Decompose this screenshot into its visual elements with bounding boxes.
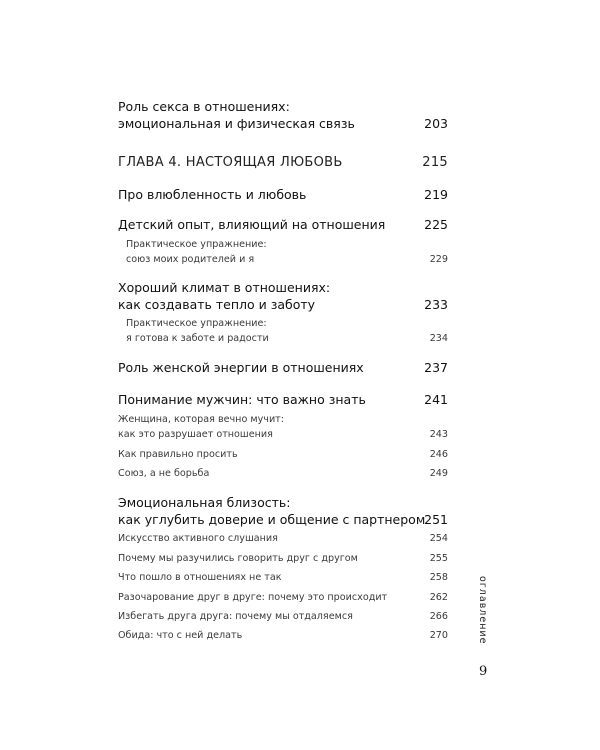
toc-entry-title-line: Что пошло в отношениях не так: [118, 572, 282, 583]
toc-entry-page: 241: [424, 392, 448, 407]
toc-entry-title-line: союз моих родителей и я: [126, 254, 255, 265]
toc-entry-title-line: Как правильно просить: [118, 449, 238, 460]
toc-entry-page: 229: [429, 254, 448, 265]
toc-entry-page: 258: [429, 572, 448, 583]
toc-subentry[interactable]: [118, 412, 448, 442]
toc-entry-page: 249: [429, 468, 448, 479]
toc-entry-title-line: Хороший климат в отношениях:: [118, 280, 331, 295]
toc-entry-page: 234: [429, 333, 448, 344]
toc-subentry[interactable]: [118, 609, 448, 624]
toc-entry-page: 255: [429, 553, 448, 564]
toc-entry-title-line: как создавать тепло и заботу: [118, 297, 316, 312]
toc-entry-title-line: Детский опыт, влияющий на отношения: [118, 217, 386, 232]
toc-subentry[interactable]: [118, 570, 448, 585]
toc-entry-page: 270: [429, 630, 448, 641]
toc-entry[interactable]: [118, 216, 448, 233]
toc-entry[interactable]: [118, 359, 448, 376]
toc-subentry[interactable]: [118, 551, 448, 566]
toc-entry-title-line: Роль женской энергии в отношениях: [118, 360, 364, 375]
toc-entry-title-line: Про влюбленность и любовь: [118, 187, 307, 202]
toc-subentry[interactable]: [118, 466, 448, 481]
toc-entry-title-line: Союз, а не борьба: [118, 468, 210, 479]
toc-subentry[interactable]: [118, 628, 448, 643]
toc-entry-title-line: ГЛАВА 4. НАСТОЯЩАЯ ЛЮБОВЬ: [118, 155, 343, 170]
toc-subentry[interactable]: [118, 590, 448, 605]
toc-entry-title-line: Понимание мужчин: что важно знать: [118, 392, 366, 407]
toc-entry-page: 262: [429, 592, 448, 603]
toc-entry-page: 237: [424, 360, 448, 375]
toc-entry-title-line: как это разрушает отношения: [118, 429, 273, 440]
toc-entry[interactable]: [118, 186, 448, 203]
toc-entry[interactable]: [118, 279, 448, 313]
toc-subentry[interactable]: [126, 237, 448, 267]
toc-entry-page: 225: [424, 217, 448, 232]
toc-entry-title-line: Женщина, которая вечно мучит:: [118, 414, 284, 425]
toc-entry-title-line: Избегать друга друга: почему мы отдаляемся: [118, 611, 353, 622]
toc-entry-page: 215: [422, 155, 448, 170]
toc-entry-page: 243: [429, 429, 448, 440]
toc-entry-title-line: Разочарование друг в друге: почему это происходит: [118, 592, 388, 603]
toc-entry-page: 233: [424, 297, 448, 312]
toc-chapter-heading[interactable]: [118, 155, 448, 170]
page-number: 9: [479, 664, 488, 679]
toc-subentry[interactable]: [118, 447, 448, 462]
toc-entry-page: 251: [424, 512, 448, 527]
toc-entry-page: 254: [429, 533, 448, 544]
toc-entry-page: 246: [429, 449, 448, 460]
toc-entry-page: 219: [424, 187, 448, 202]
toc-entry-title-line: эмоциональная и физическая связь: [118, 116, 355, 131]
toc-entry-title-line: Эмоциональная близость:: [118, 495, 291, 510]
toc-entry-title-line: Искусство активного слушания: [118, 533, 278, 544]
toc-entry[interactable]: [118, 391, 448, 408]
toc-entry[interactable]: [118, 494, 448, 528]
toc-entry-title-line: Практическое упражнение:: [126, 239, 267, 250]
toc-entry[interactable]: [118, 98, 448, 132]
toc-entry-title-line: Роль секса в отношениях:: [118, 99, 290, 114]
toc-entry-title-line: как углубить доверие и общение с партнером: [118, 512, 426, 527]
toc-subentry[interactable]: [126, 316, 448, 346]
toc-entry-title-line: Почему мы разучились говорить друг с другом: [118, 553, 358, 564]
toc-entry-title-line: Обида: что с ней делать: [118, 630, 243, 641]
toc-subentry[interactable]: [118, 531, 448, 546]
section-side-label: оглавление: [477, 576, 488, 645]
toc-entry-page: 203: [424, 116, 448, 131]
toc-entry-page: 266: [429, 611, 448, 622]
toc-entry-title-line: я готова к заботе и радости: [126, 333, 269, 344]
toc-entry-title-line: Практическое упражнение:: [126, 318, 267, 329]
